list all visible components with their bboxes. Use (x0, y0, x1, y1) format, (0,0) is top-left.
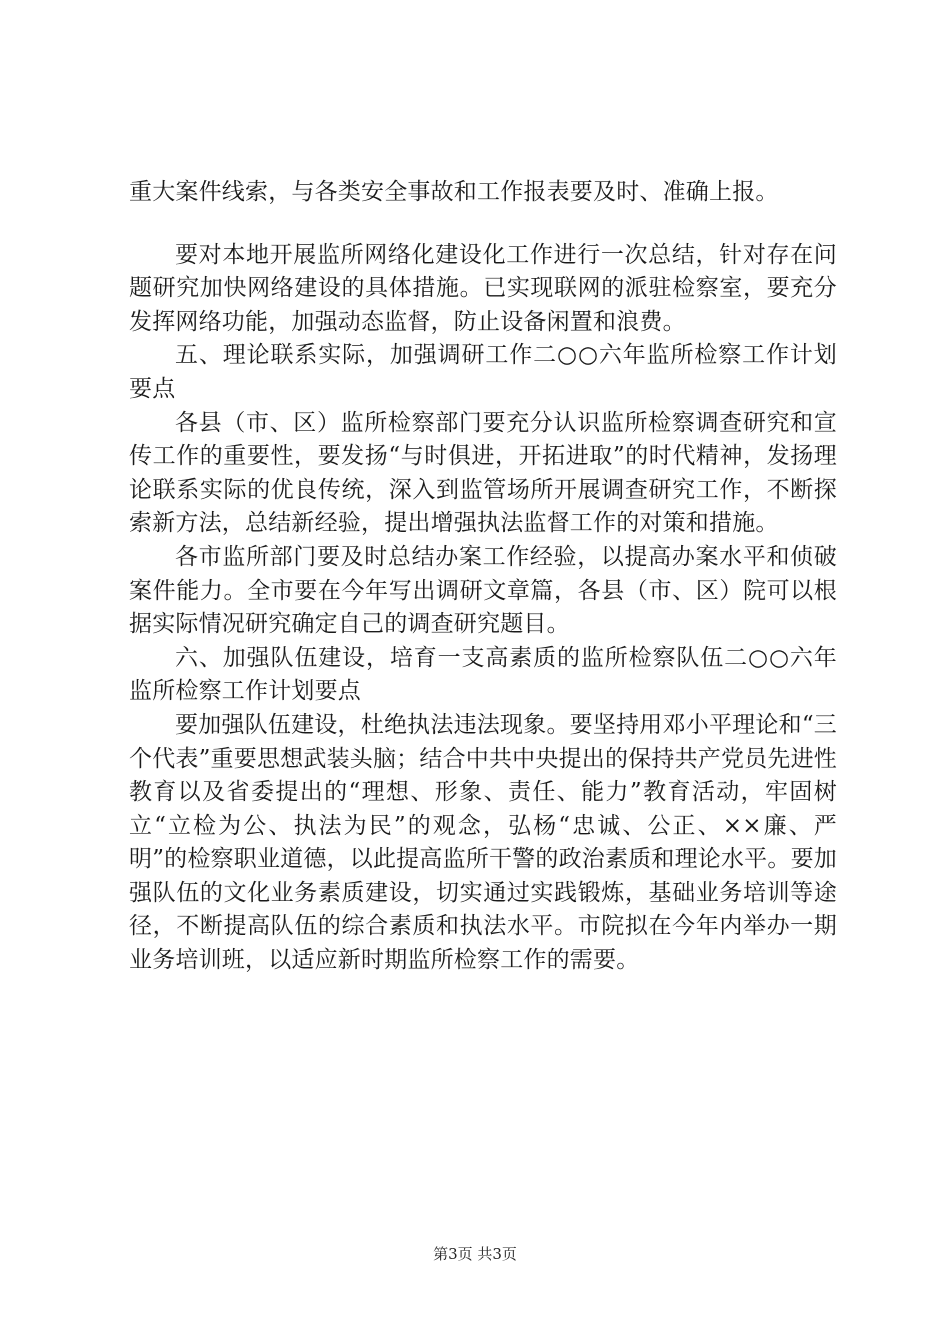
document-body (129, 176, 837, 978)
section-heading-five: 五、理论联系实际，加强调研工作二○○六年监所检察工作计划要点 (129, 342, 837, 402)
paragraph-case-experience: 各市监所部门要及时总结办案工作经验，以提高办案水平和侦破案件能力。全市要在今年写出调研文章篇，各县（市、区）院可以根据实际情况研究确定自己的调查研究题目。 (129, 543, 837, 638)
paragraph-team-building: 要加强队伍建设，杜绝执法违法现象。要坚持用邓小平理论和“三个代表”重要思想武装头脑；结合中共中央提出的保持共产党员先进性教育以及省委提出的“理想、形象、责任、能力”教育活动，牢固树立“立检为公、执法为民”的观念，弘杨“忠诚、公正、××廉、严明”的检察职业道德，以此提高监所干警的政治素质和理论水平。要加强队伍的文化业务素质建设，切实通过实践锻炼，基础业务培训等途径，不断提高队伍的综合素质和执法水平。市院拟在今年内举办一期业务培训班，以适应新时期监所检察工作的需要。 (129, 711, 837, 974)
page-footer: 第3页 共3页 (433, 1245, 517, 1263)
paragraph-network-construction: 要对本地开展监所网络化建设化工作进行一次总结，针对存在问题研究加快网络建设的具体措施。已实现联网的派驻检察室，要充分发挥网络功能，加强动态监督，防止设备闲置和浪费。 (129, 241, 837, 335)
section-heading-six: 六、加强队伍建设，培育一支高素质的监所检察队伍二○○六年监所检察工作计划要点 (129, 644, 837, 705)
paragraph-research-publicity: 各县（市、区）监所检察部门要充分认识监所检察调查研究和宣传工作的重要性，要发扬“与时俱进，开拓进取”的时代精神，发扬理论联系实际的优良传统，深入到监管场所开展调查研究工作，不断探索新方法，总结新经验，提出增强执法监督工作的对策和措施。 (129, 409, 837, 537)
paragraph-continuation: 重大案件线索，与各类安全事故和工作报表要及时、准确上报。 (129, 179, 779, 205)
